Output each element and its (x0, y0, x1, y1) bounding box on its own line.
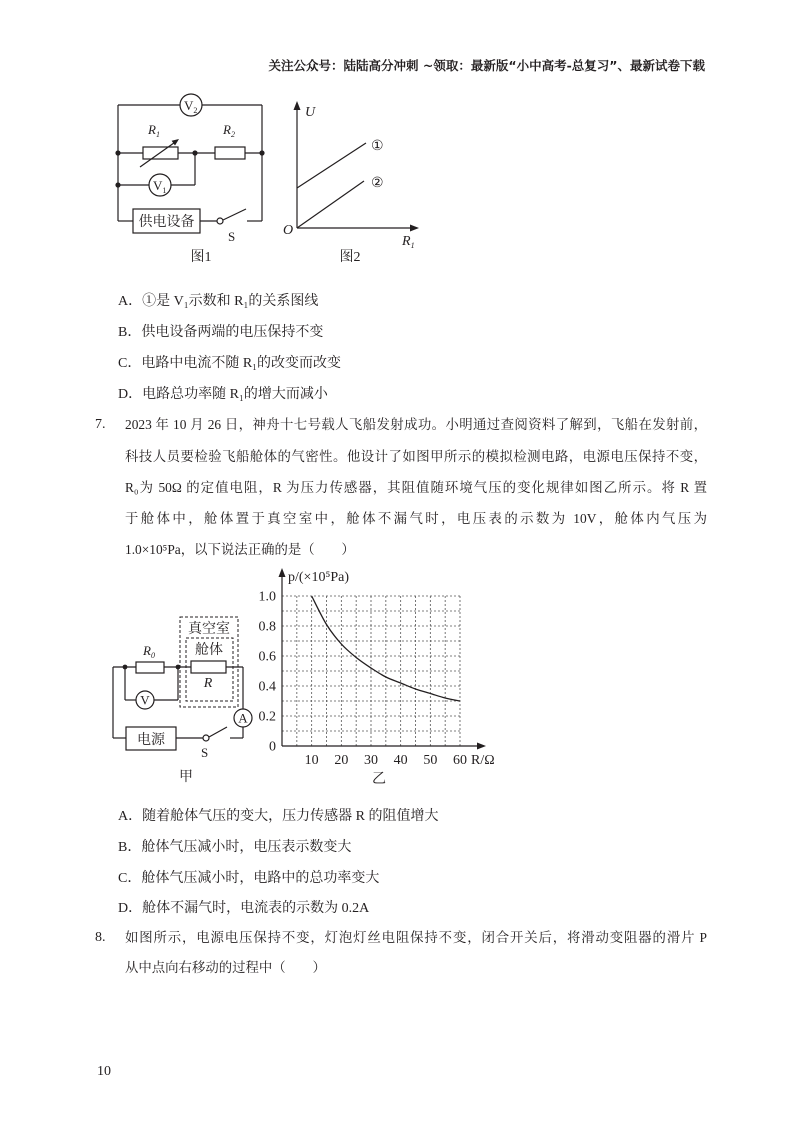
junction-dot (192, 150, 197, 155)
page-number: 10 (97, 1064, 111, 1079)
switch-label: S (201, 745, 209, 760)
q7-stem-line: 于舱体中，舱体置于真空室中，舱体不漏气时，电压表的示数为 10V，舱体内气压为 (125, 511, 707, 526)
v2-symbol: V (184, 98, 194, 113)
r2-subscript: 2 (230, 130, 235, 139)
q7-option-d: D．舱体不漏气时，电流表的示数为 0.2A (118, 901, 370, 916)
y-axis-title: p/(×10⁵Pa) (288, 570, 349, 585)
v1-symbol: V (153, 178, 163, 193)
x-tick-label: 10 (304, 753, 319, 768)
switch-lever (209, 727, 227, 737)
junction-dot (123, 665, 128, 670)
figure-jia-caption: 甲 (179, 770, 193, 785)
junction-dot (176, 665, 181, 670)
switch-lever (223, 209, 246, 220)
q7-option-a: A．随着舱体气压的变大，压力传感器 R 的阻值增大 (118, 809, 439, 824)
x-axis-subscript: 1 (410, 241, 415, 250)
resistor-r2 (215, 147, 245, 159)
x-tick-label: 60 (453, 753, 467, 768)
vacuum-chamber-label: 真空室 (188, 622, 230, 637)
figure-yi-caption: 乙 (372, 772, 386, 787)
junction-dot (115, 182, 120, 187)
r1-label (147, 122, 160, 139)
figure-2-graph (283, 101, 419, 265)
q7-number: 7. (95, 417, 106, 432)
r0-label (142, 643, 155, 660)
power-supply-label: 供电设备 (138, 215, 195, 230)
q6-option-d: D．电路总功率随 R₁的增大而减小 (118, 387, 328, 402)
voltmeter-v2-label (184, 98, 197, 115)
x-axis-title: R/Ω (471, 753, 495, 768)
figure-jia-circuit (113, 617, 252, 785)
y-tick-label: 0.8 (258, 619, 276, 635)
y-axis-arrow (294, 101, 301, 110)
resistor-r0 (136, 662, 164, 673)
r0-symbol: R (143, 643, 151, 658)
figure-2-caption: 图2 (339, 250, 361, 265)
q6-option-a: A．①是 V₁示数和 R₁的关系图线 (118, 294, 319, 309)
q7-stem-line: 科技人员要检验飞船舱体的气密性。他设计了如图甲所示的模拟检测电路，电源电压保持不变， (125, 449, 707, 464)
q7-option-c: C．舱体气压减小时，电路中的总功率变大 (118, 871, 380, 886)
sensor-r-label: R (203, 676, 213, 691)
x-axis-label (401, 234, 415, 250)
r2-label (222, 122, 235, 139)
switch-label: S (228, 229, 236, 244)
x-tick-label: 30 (364, 753, 378, 768)
q7-stem-line: 1.0×10⁵Pa，以下说法正确的是（ ） (125, 542, 355, 557)
q8-number: 8. (95, 930, 106, 945)
x-axis-symbol: R (402, 234, 411, 249)
line-2-label: ② (371, 176, 384, 191)
figure-1-circuit (115, 94, 264, 265)
voltmeter-v1-label (153, 178, 166, 195)
junction-dot (115, 150, 120, 155)
y-tick-label: 0.2 (258, 709, 276, 725)
q7-option-b: B．舱体气压减小时，电压表示数变大 (118, 840, 352, 855)
rheostat-slider-arrow (140, 142, 176, 168)
x-tick-label: 20 (334, 753, 349, 768)
q6-option-c: C．电路中电流不随 R₁的改变而改变 (118, 356, 342, 371)
x-axis-arrow (477, 743, 486, 750)
v2-subscript: 2 (193, 106, 198, 115)
cabin-label: 舱体 (195, 643, 223, 658)
switch-pivot (203, 735, 209, 741)
r0-subscript: 0 (150, 651, 155, 660)
junction-dot (259, 150, 264, 155)
power-source-label: 电源 (137, 733, 165, 748)
v1-subscript: 1 (162, 186, 167, 195)
figure-yi-chart (259, 568, 495, 768)
x-axis-arrow (410, 225, 419, 232)
r2-symbol: R (223, 122, 231, 137)
graph-line-1 (297, 143, 366, 188)
y-axis-arrow (279, 568, 286, 577)
y-tick-label: 0 (269, 739, 276, 755)
header-notice: 关注公众号：陆陆高分冲刺 ~领取：最新版“小中高考-总复习”、最新试卷下载 (268, 58, 705, 73)
x-tick-label: 40 (393, 753, 408, 768)
pressure-sensor-r (191, 661, 226, 673)
voltmeter-label: V (140, 692, 150, 708)
q8-stem-line: 如图所示，电源电压保持不变，灯泡灯丝电阻保持不变，闭合开关后，将滑动变阻器的滑片 P (125, 930, 707, 945)
figure-1-caption: 图1 (190, 250, 212, 265)
r1-symbol: R (148, 122, 156, 137)
line-1-label: ① (371, 139, 384, 154)
y-tick-label: 1.0 (258, 589, 276, 605)
graph-line-2 (297, 181, 364, 228)
r1-subscript: 1 (155, 130, 160, 139)
q8-stem-line: 从中点向右移动的过程中（ ） (125, 960, 326, 975)
y-axis-label: U (305, 105, 316, 120)
x-tick-label: 50 (423, 753, 438, 768)
y-tick-label: 0.4 (258, 679, 276, 695)
q6-option-b: B．供电设备两端的电压保持不变 (118, 325, 324, 340)
ammeter-label: A (238, 710, 248, 726)
q7-stem-line: 2023 年 10 月 26 日，神舟十七号载人飞船发射成功。小明通过查阅资料了解到，飞船在发射前， (125, 417, 707, 432)
switch-pivot (217, 218, 223, 224)
q7-stem-line: R₀为 50Ω 的定值电阻，R 为压力传感器，其阻值随环境气压的变化规律如图乙所示。将 R 置 (125, 480, 707, 495)
origin-label: O (283, 223, 294, 238)
y-tick-label: 0.6 (258, 649, 276, 665)
